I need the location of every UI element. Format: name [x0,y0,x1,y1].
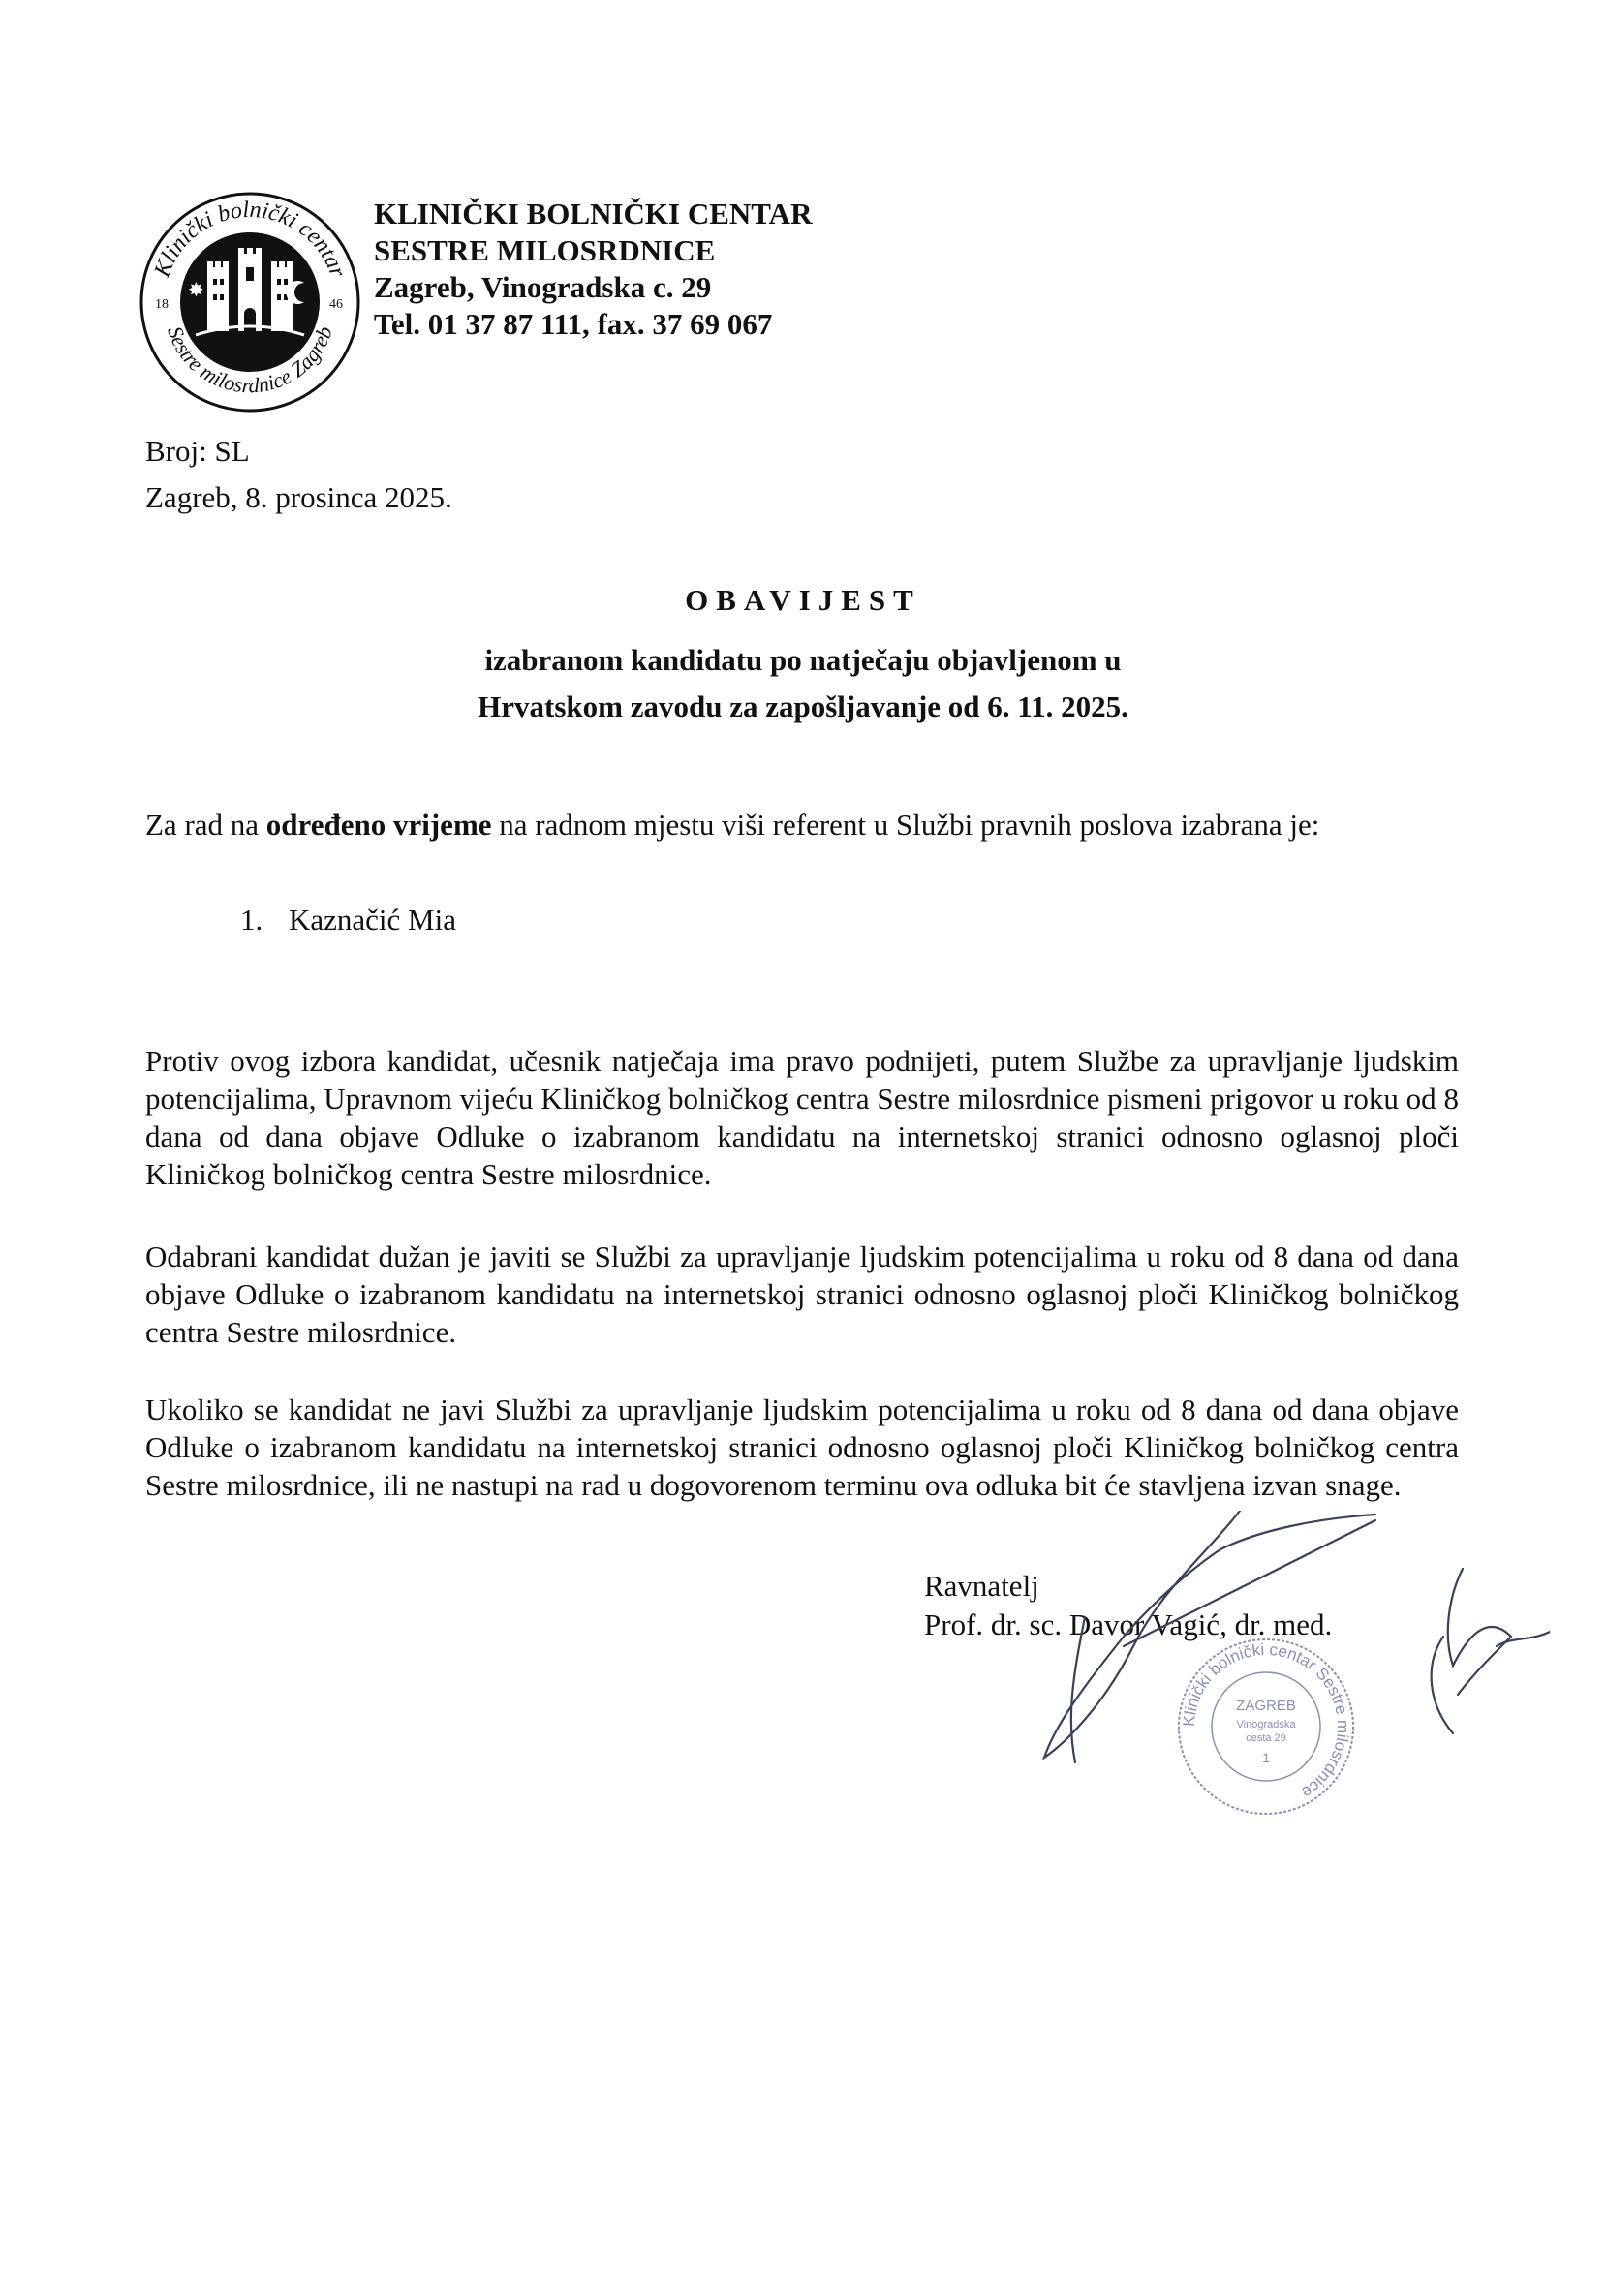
notice-subtitle-line1: izabranom kandidatu po natječaju objavljenom u [484,643,1122,677]
intro-sentence [145,802,1319,848]
signatory-name: Prof. dr. sc. Davor Vagić, dr. med. [924,1607,1333,1641]
stamp-city: ZAGREB [1236,1698,1296,1714]
candidate-name: Kaznačić Mia [289,903,456,936]
org-name-line1: KLINIČKI BOLNIČKI CENTAR [374,197,813,230]
intro-bold: određeno vrijeme [265,808,492,842]
notice-heading [0,577,1606,730]
list-item [240,897,456,943]
candidate-number: 1. [240,903,263,936]
reference-number: Broj: SL [145,434,250,468]
logo-year-right: 46 [329,297,343,312]
signatory-role: Ravnatelj [924,1569,1039,1603]
notice-subtitle-line2: Hrvatskom zavodu za zapošljavanje od 6. 11. 2025. [478,689,1128,723]
signature-block [924,1567,1332,1644]
stamp-street: Vinogradska [1236,1719,1296,1730]
stamp-street2: cesta 29 [1246,1732,1286,1744]
notice-title: OBAVIJEST [685,583,921,617]
candidate-list [240,897,456,943]
stamp-number: 1 [1262,1750,1270,1765]
organization-header [374,196,812,343]
org-address: Zagreb, Vinogradska c. 29 [374,270,712,304]
logo-year-left: 18 [155,297,169,312]
org-phone: Tel. 01 37 87 111, fax. 37 69 067 [374,307,773,341]
star-icon: ✸ [188,278,204,301]
intro-before: Za rad na [145,808,266,842]
intro-after: na radnom mjestu viši referent u Službi pravnih poslova izabrana je: [491,808,1320,842]
paragraph-invalidation: Ukoliko se kandidat ne javi Službi za upravljanje ljudskim potencijalima u roku od 8 dana od dana objave Odluke o izabranom kandidatu na internetskoj stranici odnosno oglasnoj ploči Kliničkog bolničkog centra Sestre milosrdnice, ili ne nastupi na rad u dogovorenom terminu ova odluka bit će stavljena izvan snage. [145,1393,1459,1502]
hospital-logo [138,190,362,414]
paragraph-report-duty: Odabrani kandidat dužan je javiti se Službi za upravljanje ljudskim potencijalima u roku od 8 dana od dana objave Odluke o izabranom kandidatu na internetskoj stranici odnosno oglasnoj ploči Kliničkog bolničkog centra Sestre milosrdnice. [145,1240,1459,1349]
org-name-line2: SESTRE MILOSRDNICE [374,233,716,267]
official-stamp [1174,1635,1358,1819]
logo-ring-bottom: Sestre milosrdnice Zagreb [163,322,337,398]
document-meta [145,428,452,521]
stamp-ring-text: Klinički bolnički centar Sestre milosrdnice [1179,1639,1353,1802]
place-date: Zagreb, 8. prosinca 2025. [145,480,452,514]
notice-subtitle [0,637,1606,730]
paragraph-objection-right: Protiv ovog izbora kandidat, učesnik natječaja ima pravo podnijeti, putem Službe za upravljanje ljudskim potencijalima, Upravnom vijeću Kliničkog bolničkog centra Sestre milosrdnice pismeni prigovor u roku od 8 dana od dana objave Odluke o izabranom kandidatu na internetskoj stranici odnosno oglasnoj ploči Kliničkog bolničkog centra Sestre milosrdnice. [145,1044,1459,1191]
logo-ring-top: Klinički bolnički centar [149,197,351,281]
